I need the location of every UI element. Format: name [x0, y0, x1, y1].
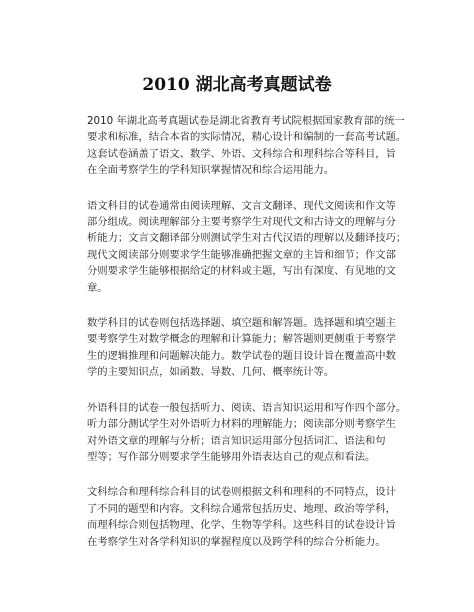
text-line: 析能力；文言文翻译部分则测试学生对古代汉语的理解以及翻译技巧；: [87, 232, 407, 245]
text-line: 学的主要知识点，如函数、导数、几何、概率统计等。: [87, 366, 335, 379]
text-line: 2010 年湖北高考真题试卷是湖北省教育考试院根据国家教育部的统一: [87, 115, 405, 127]
text-line: 而理科综合则包括物理、化学、生物等学科。这些科目的试卷设计旨: [87, 519, 396, 532]
text-line: 听力部分测试学生对外语听力材料的理解能力；阅读部分则考察学生: [87, 418, 396, 431]
paragraph-foreign-language: [87, 400, 407, 466]
paragraph-comprehensive: [87, 484, 403, 550]
paragraph-math: [87, 315, 403, 381]
text-line: 在考察学生对各学科知识的掌握程度以及跨学科的综合分析能力。: [87, 535, 386, 548]
text-line: 数学科目的试卷则包括选择题、填空题和解答题。选择题和填空题主: [87, 317, 396, 330]
text-line: 生的逻辑推理和问题解决能力。数学试卷的题目设计旨在覆盖高中数: [87, 349, 396, 362]
text-line: 外语科目的试卷一般包括听力、阅读、语言知识运用和写作四个部分。: [87, 401, 407, 414]
text-line: 语文科目的试卷通常由阅读理解、文言文翻译、现代文阅读和作文等: [87, 199, 396, 212]
paragraph-intro: [87, 113, 407, 179]
text-line: 了不同的题型和内容。文科综合通常包括历史、地理、政治等学科，: [87, 502, 396, 515]
paragraph-chinese: [87, 198, 407, 296]
text-line: 要考察学生对数学概念的理解和计算能力；解答题则更侧重于考察学: [87, 333, 396, 346]
text-line: 型等；写作部分则要求学生能够用外语表达自己的观点和看法。: [87, 450, 376, 463]
text-line: 在全面考察学生的学科知识掌握情况和综合运用能力。: [87, 164, 335, 177]
text-line: 章。: [87, 281, 108, 294]
text-line: 要求和标准，结合本省的实际情况，精心设计和编制的一套高考试题。: [87, 131, 407, 144]
text-line: 现代文阅读部分则要求学生能够准确把握文章的主旨和细节；作文部: [87, 248, 396, 261]
document-body: [87, 113, 407, 569]
document-title: 2010 湖北高考真题试卷: [142, 75, 332, 95]
text-line: 这套试卷涵盖了语文、数学、外语、文科综合和理科综合等科目，旨: [87, 147, 396, 160]
text-line: 部分组成。阅读理解部分主要考察学生对现代文和古诗文的理解与分: [87, 216, 396, 229]
text-line: 对外语文章的理解与分析；语言知识运用部分包括词汇、语法和句: [87, 434, 386, 447]
text-line: 文科综合和理科综合科目的试卷则根据文科和理科的不同特点，设计: [87, 486, 396, 499]
text-line: 分则要求学生能够根据给定的材料或主题，写出有深度、有见地的文: [87, 265, 396, 278]
